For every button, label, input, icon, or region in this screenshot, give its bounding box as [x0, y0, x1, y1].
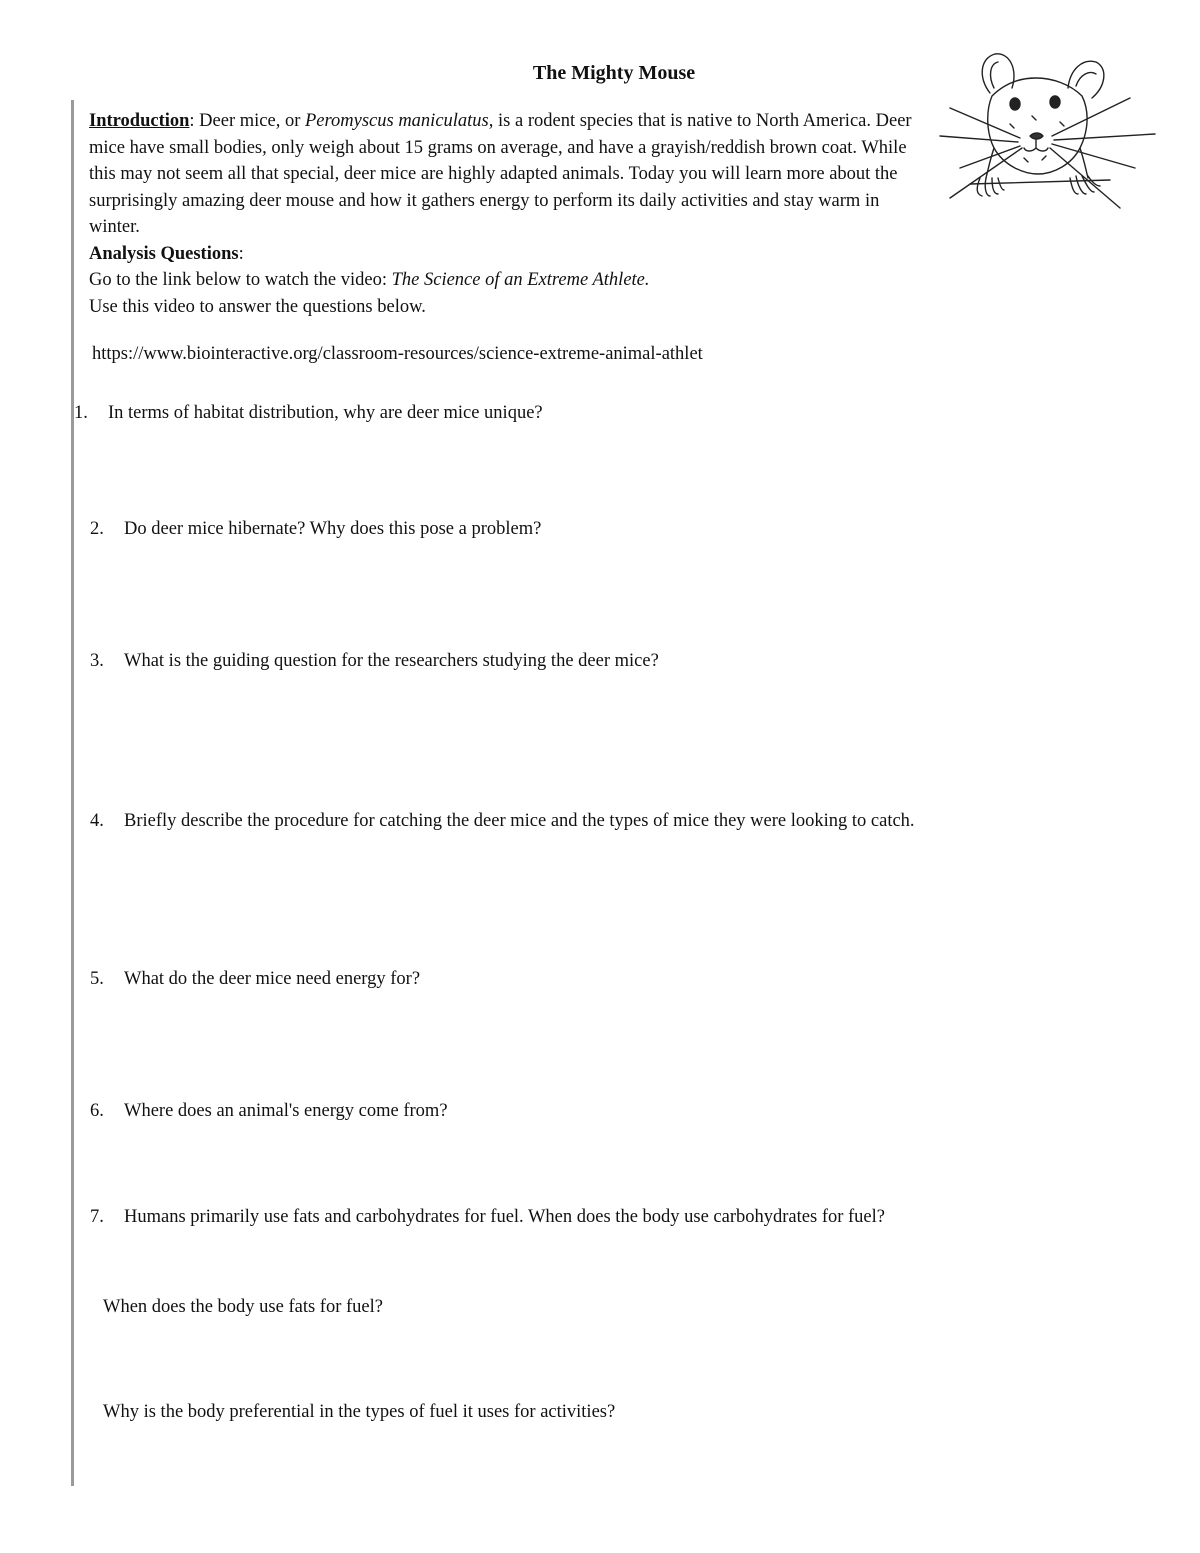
page-title: The Mighty Mouse: [532, 62, 696, 84]
question-number: 6.: [90, 1101, 104, 1121]
question-4: [90, 811, 915, 832]
subquestion-preference: Why is the body preferential in the types of fuel it uses for activities?: [103, 1402, 616, 1422]
question-number: 5.: [90, 969, 104, 989]
question-6: [90, 1101, 448, 1122]
question-text: In terms of habitat distribution, why are deer mice unique?: [108, 403, 543, 423]
introduction-section: [89, 108, 929, 320]
analysis-heading: Analysis Questions: [89, 243, 239, 264]
video-title: The Science of an Extreme Athlete.: [391, 270, 650, 290]
question-number: 4.: [90, 811, 104, 831]
subquestion-fats: When does the body use fats for fuel?: [103, 1297, 383, 1317]
introduction-heading: Introduction: [89, 111, 190, 131]
page-margin-line: [71, 100, 74, 1486]
introduction-text-part1: : Deer mice, or: [189, 111, 305, 131]
question-3: [90, 651, 659, 672]
question-number: 3.: [90, 651, 104, 671]
question-text: Where does an animal's energy come from?: [124, 1101, 448, 1121]
question-text: Do deer mice hibernate? Why does this pose a problem?: [124, 519, 542, 539]
video-link[interactable]: https://www.biointeractive.org/classroom-resources/science-extreme-animal-athlet: [92, 344, 703, 364]
question-text: Briefly describe the procedure for catching the deer mice and the types of mice they were looking to catch.: [124, 811, 915, 831]
question-number: 7.: [90, 1207, 104, 1227]
question-1: [74, 403, 543, 424]
question-2: [90, 519, 541, 540]
analysis-heading-colon: :: [238, 243, 244, 264]
question-number: 1.: [74, 403, 88, 423]
question-text: What do the deer mice need energy for?: [124, 969, 421, 989]
question-7: [90, 1207, 885, 1228]
mouse-illustration: [920, 48, 1160, 218]
instruction-line: Use this video to answer the questions below.: [89, 296, 426, 317]
question-number: 2.: [90, 519, 104, 539]
question-text: What is the guiding question for the researchers studying the deer mice?: [124, 651, 659, 671]
species-name: Peromyscus maniculatus: [304, 111, 489, 131]
question-text: Humans primarily use fats and carbohydrates for fuel. When does the body use carbohydrates for fuel?: [124, 1207, 885, 1227]
question-5: [90, 969, 420, 990]
video-instruction: Go to the link below to watch the video:: [89, 270, 392, 290]
introduction-text-part2: , is a rodent species that is native to North America. Deer mice have small bodies, only weigh about 15 grams on average, and have a grayish/reddish brown coat. While this may not seem all that special, deer mice are highly adapted animals. Today you will learn more about the surprisingly amazing deer mouse and how it gathers energy to perform its daily activities and stay warm in winter.: [89, 111, 912, 237]
